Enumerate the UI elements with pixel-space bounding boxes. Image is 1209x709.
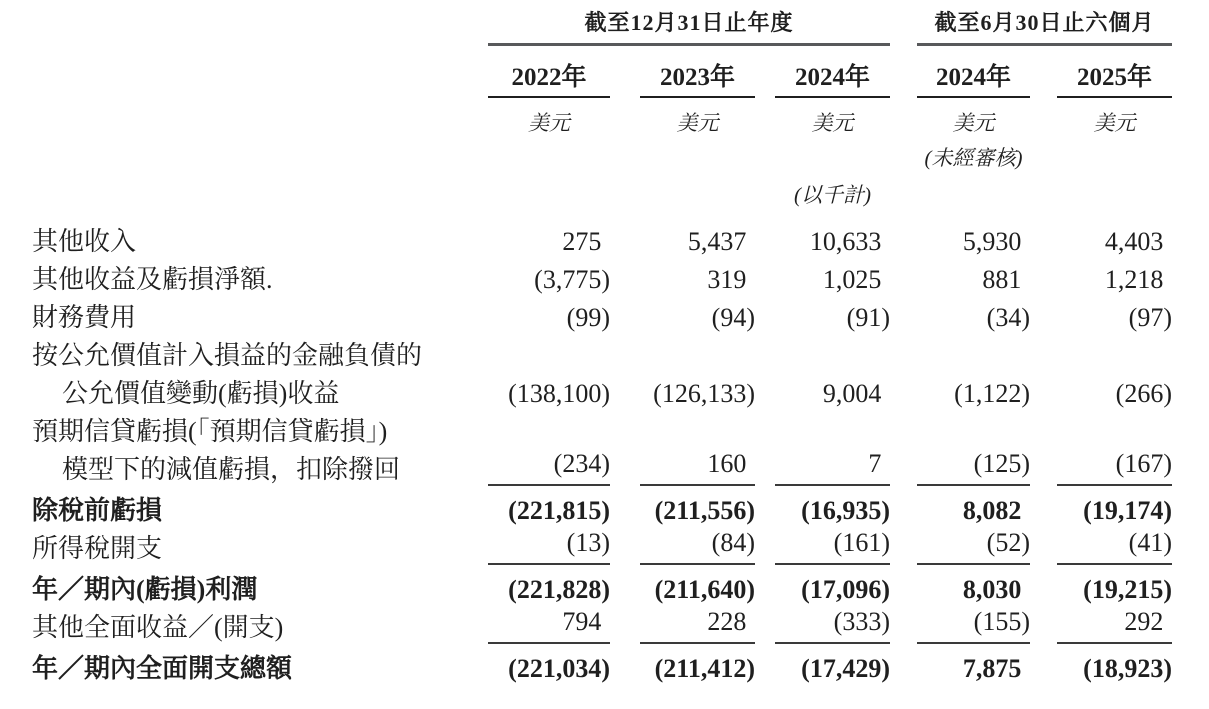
value-cell: (155) (917, 605, 1030, 643)
value-cell: 160 (640, 447, 755, 485)
value-cell: (94) (711, 303, 755, 332)
table-row (32, 257, 1172, 295)
value-cell (1057, 333, 1172, 371)
corner-spacer (32, 139, 488, 174)
value-cell: (19,174) (1083, 496, 1172, 525)
column-gap (1030, 564, 1057, 605)
value-cell: (234) (488, 447, 610, 485)
column-gap (755, 605, 775, 643)
column-gap (1030, 605, 1057, 643)
table-row (32, 526, 1172, 564)
value-cell: 8,030 (962, 575, 1022, 604)
column-gap (610, 409, 640, 447)
year-header-row (32, 45, 1172, 98)
empty-cell (488, 174, 610, 219)
period-group-annual-header: 截至12月31日止年度 (488, 6, 890, 45)
column-gap (890, 643, 917, 684)
column-gap (755, 564, 775, 605)
value-cell: (221,828) (508, 575, 610, 604)
group-header-row (32, 6, 1172, 45)
value-cell: (18,923) (1083, 654, 1172, 683)
value-cell: 4,403 (1104, 227, 1164, 256)
column-gap (610, 219, 640, 257)
row-label: 所得稅開支 (32, 534, 163, 563)
empty-cell (488, 139, 610, 174)
value-cell: 319 (707, 265, 747, 294)
table-row (32, 447, 1172, 485)
value-cell (775, 333, 890, 371)
column-gap (610, 257, 640, 295)
currency-header: 美元 (676, 111, 719, 135)
value-cell: (91) (846, 303, 890, 332)
column-gap (890, 174, 917, 219)
row-label: 除稅前虧損 (32, 496, 163, 525)
currency-header-row (32, 97, 1172, 139)
column-gap (890, 257, 917, 295)
value-cell: (97) (1128, 303, 1172, 332)
empty-cell (1057, 174, 1172, 219)
column-gap (1030, 97, 1057, 139)
value-cell: (34) (986, 303, 1030, 332)
column-gap (890, 409, 917, 447)
row-label: 其他收入 (32, 227, 137, 256)
row-label: 其他全面收益／(開支) (32, 613, 284, 642)
column-gap (890, 45, 917, 98)
column-gap (1030, 485, 1057, 526)
value-cell: 292 (1057, 605, 1172, 643)
column-gap (610, 605, 640, 643)
table-row (32, 219, 1172, 257)
column-gap (755, 371, 775, 409)
value-cell: (99) (566, 303, 610, 332)
value-cell: 5,930 (962, 227, 1022, 256)
column-gap (890, 295, 917, 333)
column-gap (1030, 219, 1057, 257)
corner-spacer (32, 45, 488, 98)
table-row (32, 643, 1172, 684)
table-row (32, 605, 1172, 643)
value-cell (640, 409, 755, 447)
value-cell: 881 (982, 265, 1022, 294)
page (0, 6, 1209, 709)
column-gap (1030, 174, 1057, 219)
value-cell: 10,633 (809, 227, 882, 256)
value-cell: (167) (1057, 447, 1172, 485)
value-cell: (333) (775, 605, 890, 643)
column-gap (755, 45, 775, 98)
column-gap (610, 139, 640, 174)
column-gap (1030, 139, 1057, 174)
value-cell (917, 333, 1030, 371)
column-gap (1030, 447, 1057, 485)
group-gap (890, 6, 917, 45)
value-cell: 5,437 (687, 227, 747, 256)
value-cell: 1,218 (1104, 265, 1164, 294)
year-header-2022: 2022年 (488, 45, 610, 98)
value-cell: (19,215) (1083, 575, 1172, 604)
value-cell: (125) (917, 447, 1030, 485)
column-gap (755, 485, 775, 526)
value-cell (1057, 409, 1172, 447)
column-gap (890, 219, 917, 257)
column-gap (755, 257, 775, 295)
corner-spacer (32, 97, 488, 139)
column-gap (1030, 257, 1057, 295)
value-cell: (13) (488, 526, 610, 564)
value-cell: 275 (562, 227, 602, 256)
column-gap (1030, 643, 1057, 684)
value-cell: (3,775) (534, 265, 610, 294)
empty-cell (775, 139, 890, 174)
value-cell: (1,122) (954, 379, 1030, 408)
column-gap (755, 526, 775, 564)
value-cell: (84) (640, 526, 755, 564)
column-gap (1030, 295, 1057, 333)
row-label: 財務費用 (32, 303, 137, 332)
column-gap (755, 409, 775, 447)
value-cell: (266) (1115, 379, 1172, 408)
value-cell: 8,082 (962, 496, 1022, 525)
column-gap (890, 447, 917, 485)
column-gap (610, 45, 640, 98)
value-cell (488, 333, 610, 371)
column-gap (610, 97, 640, 139)
value-cell: (161) (775, 526, 890, 564)
column-gap (1030, 371, 1057, 409)
column-gap (610, 333, 640, 371)
column-gap (610, 174, 640, 219)
value-cell: (211,412) (654, 654, 755, 683)
column-gap (755, 219, 775, 257)
row-label: 公允價值變動(虧損)收益 (62, 379, 340, 408)
column-gap (890, 485, 917, 526)
value-cell: (126,133) (653, 379, 755, 408)
income-statement-table (32, 6, 1172, 684)
value-cell: (138,100) (508, 379, 610, 408)
row-label: 年／期內全面開支總額 (32, 654, 293, 683)
column-gap (755, 643, 775, 684)
column-gap (755, 333, 775, 371)
table-row (32, 371, 1172, 409)
column-gap (610, 295, 640, 333)
column-gap (610, 643, 640, 684)
column-gap (890, 526, 917, 564)
column-gap (1030, 333, 1057, 371)
table-row (32, 485, 1172, 526)
value-cell: 794 (488, 605, 610, 643)
column-gap (610, 371, 640, 409)
table-row (32, 295, 1172, 333)
period-group-interim-header: 截至6月30日止六個月 (917, 6, 1172, 45)
thousands-note-row (32, 174, 1172, 219)
table-row (32, 409, 1172, 447)
thousands-note: (以千計) (794, 183, 871, 207)
value-cell (775, 409, 890, 447)
value-cell: 9,004 (822, 379, 882, 408)
value-cell: 1,025 (822, 265, 882, 294)
currency-header: 美元 (1093, 111, 1136, 135)
row-label: 模型下的減值虧損，扣除撥回 (62, 455, 401, 484)
value-cell: (221,034) (508, 654, 610, 683)
column-gap (755, 447, 775, 485)
row-label: 其他收益及虧損淨額. (32, 265, 273, 294)
column-gap (610, 485, 640, 526)
corner-spacer (32, 6, 488, 45)
column-gap (890, 564, 917, 605)
value-cell: (41) (1057, 526, 1172, 564)
column-gap (610, 447, 640, 485)
value-cell: (221,815) (508, 496, 610, 525)
column-gap (1030, 526, 1057, 564)
year-header-2023: 2023年 (640, 45, 755, 98)
column-gap (755, 295, 775, 333)
value-cell: (52) (917, 526, 1030, 564)
currency-header: 美元 (811, 111, 854, 135)
column-gap (1030, 409, 1057, 447)
value-cell: (17,096) (801, 575, 890, 604)
value-cell: (211,640) (654, 575, 755, 604)
empty-cell (917, 174, 1030, 219)
year-header-2025-interim: 2025年 (1057, 45, 1172, 98)
value-cell (640, 333, 755, 371)
column-gap (755, 97, 775, 139)
currency-header: 美元 (952, 111, 995, 135)
column-gap (890, 139, 917, 174)
empty-cell (640, 174, 755, 219)
value-cell: (16,935) (801, 496, 890, 525)
empty-cell (640, 139, 755, 174)
value-cell (917, 409, 1030, 447)
column-gap (610, 526, 640, 564)
row-label: 按公允價值計入損益的金融負債的 (32, 341, 423, 370)
column-gap (610, 564, 640, 605)
value-cell: (17,429) (801, 654, 890, 683)
table-row (32, 333, 1172, 371)
unaudited-note: (未經審核) (924, 146, 1023, 170)
corner-spacer (32, 174, 488, 219)
value-cell: 7 (775, 447, 890, 485)
column-gap (890, 605, 917, 643)
column-gap (755, 174, 775, 219)
unaudited-note-row (32, 139, 1172, 174)
value-cell (488, 409, 610, 447)
year-header-2024-interim: 2024年 (917, 45, 1030, 98)
value-cell: (211,556) (654, 496, 755, 525)
value-cell: 7,875 (962, 654, 1022, 683)
row-label: 年／期內(虧損)利潤 (32, 575, 258, 604)
value-cell: 228 (640, 605, 755, 643)
column-gap (755, 139, 775, 174)
table-row (32, 564, 1172, 605)
column-gap (1030, 45, 1057, 98)
column-gap (890, 97, 917, 139)
column-gap (890, 371, 917, 409)
row-label: 預期信貸虧損(「預期信貸虧損」) (32, 417, 388, 446)
empty-cell (1057, 139, 1172, 174)
column-gap (890, 333, 917, 371)
currency-header: 美元 (528, 111, 570, 135)
year-header-2024: 2024年 (775, 45, 890, 98)
